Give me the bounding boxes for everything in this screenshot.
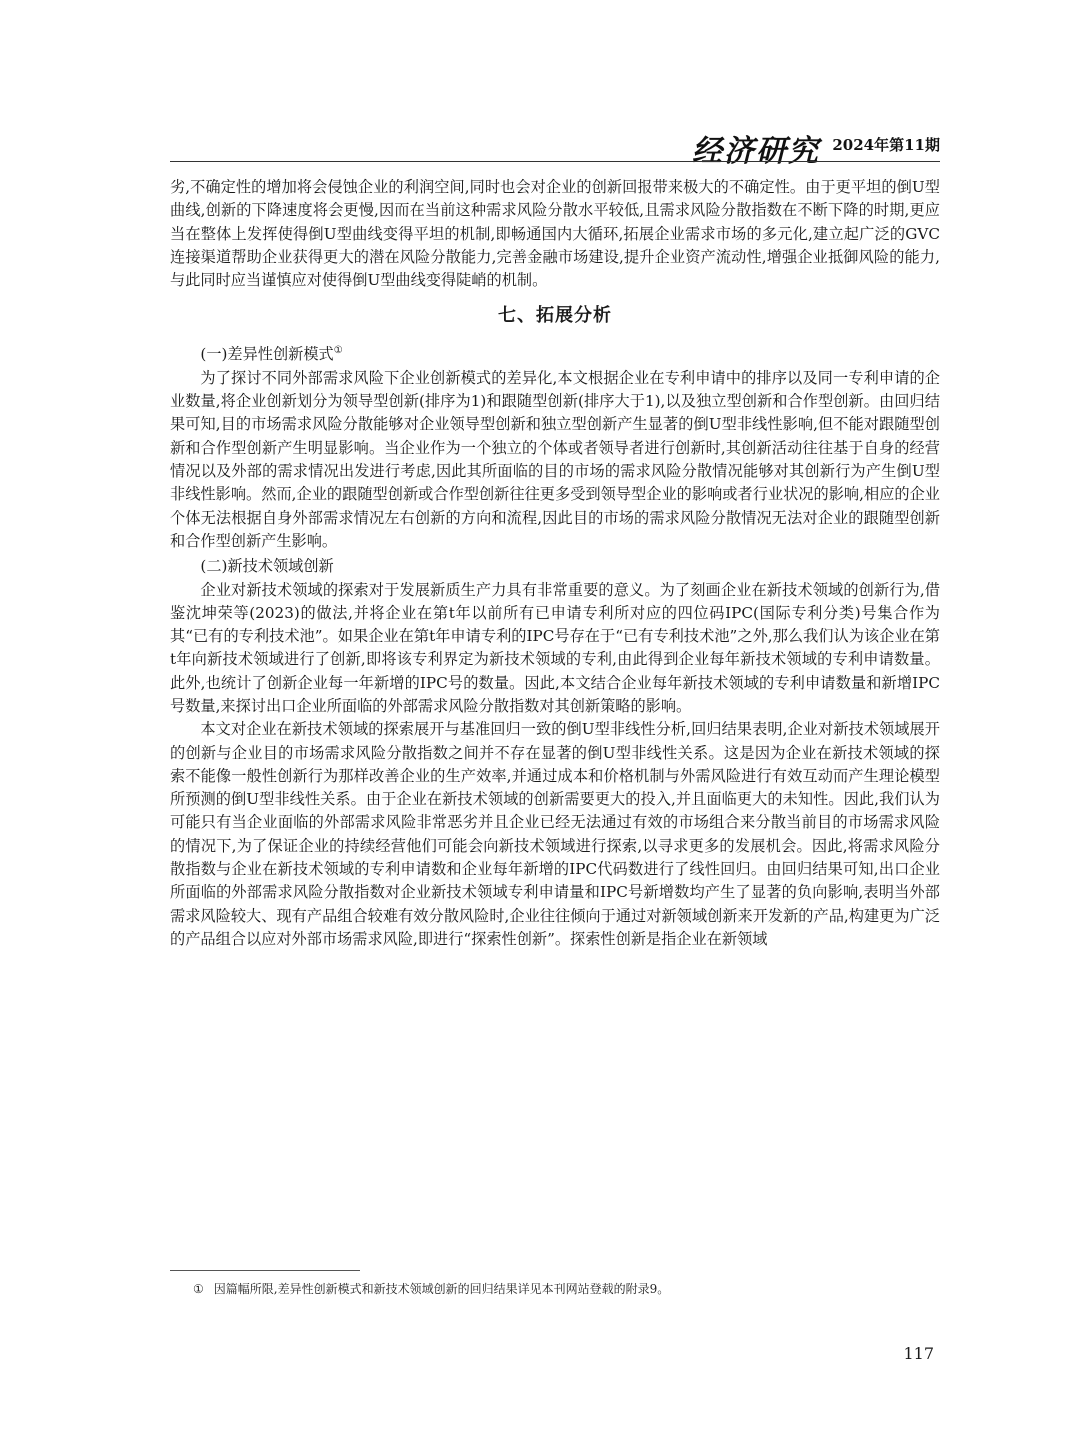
page-number: 117 (903, 1344, 934, 1363)
paragraph-2: 为了探讨不同外部需求风险下企业创新模式的差异化,本文根据企业在专利申请中的排序以及同一专利申请的企业数量,将企业创新划分为领导型创新(排序为1)和跟随型创新(排序大于1),以及独立型创新和合作型创新。由回归结果可知,目的市场需求风险分散能够对企业领导型创新和独立型创新产生显著的倒U型非线性影响,但不能对跟随型创新和合作型创新产生明显影响。当企业作为一个独立的个体或者领导者进行创新时,其创新活动往往基于自身的经营情况以及外部的需求情况出发进行考虑,因此其所面临的目的市场的需求风险分散情况能够对其创新行为产生倒U型非线性影响。然而,企业的跟随型创新或合作型创新往往更多受到领导型企业的影响或者行业状况的影响,相应的企业个体无法根据自身外部需求情况左右创新的方向和流程,因此目的市场的需求风险分散情况无法对企业的跟随型创新和合作型创新产生影响。 (170, 368, 940, 550)
paragraph-1: 劣,不确定性的增加将会侵蚀企业的利润空间,同时也会对企业的创新回报带来极大的不确定性。由于更平坦的倒U型曲线,创新的下降速度将会更慢,因而在当前这种需求风险分散水平较低,且需求风险分散指数在不断下降的时期,更应当在整体上发挥使得倒U型曲线变得平坦的机制,即畅通国内大循环,拓展企业需求市场的多元化,建立起广泛的GVC连接渠道帮助企业获得更大的潜在风险分散能力,完善金融市场建设,提升企业资产流动性,增强企业抵御风险的能力,与此同时应当谨慎应对使得倒U型曲线变得陡峭的机制。 (170, 178, 940, 290)
footnote (193, 1280, 669, 1297)
subsection-title-2: (二)新技术领域创新 (200, 557, 334, 576)
paragraph-3: 企业对新技术领域的探索对于发展新质生产力具有非常重要的意义。为了刻画企业在新技术领域的创新行为,借鉴沈坤荣等(2023)的做法,并将企业在第t年以前所有已申请专利所对应的四位码IPC(国际专利分类)号集合作为其“已有的专利技术池”。如果企业在第t年申请专利的IPC号存在于“已有专利技术池”之外,那么我们认为该企业在第t年向新技术领域进行了创新,即将该专利界定为新技术领域的专利,由此得到企业每年新技术领域的专利申请数量。此外,也统计了创新企业每一年新增的IPC号的数量。因此,本文结合企业每年新技术领域的专利申请数量和新增IPC号数量,来探讨出口企业所面临的外部需求风险分散指数对其创新策略的影响。 (170, 580, 940, 715)
section-title: 七、拓展分析 (498, 305, 612, 327)
footnote-mark: ① (193, 1282, 204, 1296)
header-rule (170, 161, 940, 162)
issue-label: 2024年第11期 (832, 136, 940, 154)
journal-title: 经济研究 (692, 134, 820, 169)
footnote-ref[interactable]: ① (333, 345, 343, 357)
footnote-text: 因篇幅所限,差异性创新模式和新技术领域创新的回归结果详见本刊网站登载的附录9。 (213, 1282, 670, 1296)
running-header (170, 126, 940, 169)
footnote-rule (170, 1270, 360, 1271)
paragraph-4: 本文对企业在新技术领域的探索展开与基准回归一致的倒U型非线性分析,回归结果表明,企业对新技术领域展开的创新与企业目的市场需求风险分散指数之间并不存在显著的倒U型非线性关系。这是因为企业在新技术领域的探索不能像一般性创新行为那样改善企业的生产效率,并通过成本和价格机制与外需风险进行有效互动而产生理论模型所预测的倒U型非线性关系。由于企业在新技术领域的创新需要更大的投入,并且面临更大的未知性。因此,我们认为可能只有当企业面临的外部需求风险非常恶劣并且企业已经无法通过有效的市场组合来分散当前目的市场需求风险的情况下,为了保证企业的持续经营他们可能会向新技术领域进行探索,以寻求更多的发展机会。因此,将需求风险分散指数与企业在新技术领域的专利申请数和企业每年新增的IPC代码数进行了线性回归。由回归结果可知,出口企业所面临的外部需求风险分散指数对企业新技术领域专利申请量和IPC号新增数均产生了显著的负向影响,表明当外部需求风险较大、现有产品组合较难有效分散风险时,企业往往倾向于通过对新领域创新来开发新的产品,构建更为广泛的产品组合以应对外部市场需求风险,即进行“探索性创新”。探索性创新是指企业在新领域 (170, 720, 940, 948)
subsection-title-1 (170, 339, 940, 366)
subsection-title-1-text: (一)差异性创新模式 (200, 345, 334, 364)
article-body (170, 176, 940, 951)
